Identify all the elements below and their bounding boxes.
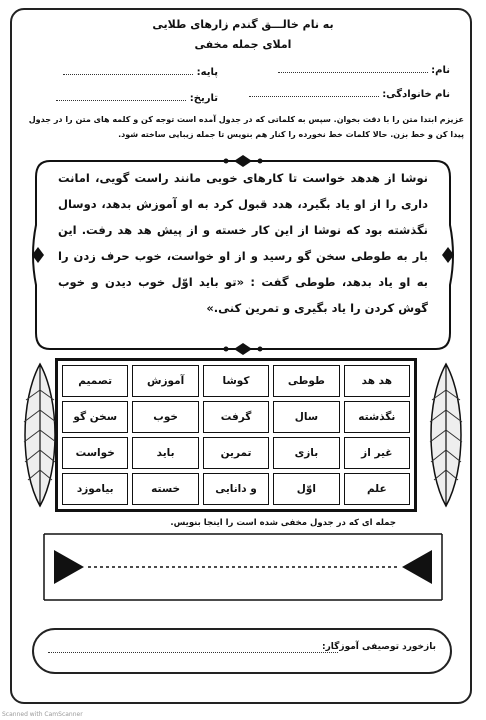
name-label: نام: — [431, 65, 450, 76]
word-cell[interactable]: گرفت — [203, 401, 269, 433]
table-row — [62, 473, 410, 505]
grade-label: پایه: — [196, 67, 218, 78]
word-cell[interactable]: نگذشته — [344, 401, 410, 433]
instructions: عزیزم ابتدا متن را با دقت بخوان. سپس به کلماتی که در جدول آمده است توجه کن و کلمه های متن را در جدول پیدا کن و خط بزن. حالا کلمات خط نخورده را کنار هم بنویس تا جمله زیبایی ساخته شود. — [28, 115, 464, 139]
word-cell[interactable]: خواست — [62, 437, 128, 469]
family-label: نام خانوادگی: — [382, 89, 450, 100]
name-line[interactable] — [278, 62, 428, 73]
answer-box[interactable] — [40, 528, 446, 606]
word-cell[interactable]: اوّل — [273, 473, 339, 505]
leaf-decoration-icon — [424, 360, 468, 510]
word-cell[interactable]: و دانایی — [203, 473, 269, 505]
word-cell[interactable]: تمرین — [203, 437, 269, 469]
word-cell[interactable]: خسته — [132, 473, 198, 505]
word-cell[interactable]: هد هد — [344, 365, 410, 397]
grade-line[interactable] — [63, 64, 193, 75]
answer-prompt: جمله ای که در جدول مخفی شده است را اینجا بنویس. — [170, 518, 396, 528]
word-cell[interactable]: سال — [273, 401, 339, 433]
date-line[interactable] — [56, 90, 186, 101]
table-row — [62, 365, 410, 397]
feedback-line[interactable] — [48, 652, 338, 653]
date-field[interactable] — [56, 90, 218, 104]
word-cell[interactable]: علم — [344, 473, 410, 505]
date-label: تاریخ: — [189, 93, 218, 104]
word-cell[interactable]: باید — [132, 437, 198, 469]
word-cell[interactable]: بیاموزد — [62, 473, 128, 505]
teacher-feedback-box[interactable] — [32, 628, 452, 674]
word-cell[interactable]: بازی — [273, 437, 339, 469]
family-line[interactable] — [249, 86, 379, 97]
word-cell[interactable]: غیر از — [344, 437, 410, 469]
word-cell[interactable]: کوشا — [203, 365, 269, 397]
answer-frame-icon — [40, 528, 446, 606]
name-field[interactable] — [278, 62, 450, 76]
page-subtitle: املای جمله مخفی — [194, 38, 292, 51]
word-cell[interactable]: آموزش — [132, 365, 198, 397]
table-row — [62, 437, 410, 469]
reading-passage: نوشا از هدهد خواست تا کارهای خوبی مانند راست گویی، امانت داری را از او یاد بگیرد، هدد قبول کرد به او آموزش بدهد، دوسال نگذشته بود که نوشا از این کار خسته و از پیش هد هد رفت. این بار به طوطی سخن گو رسید و از او خواست، خوب حرف زدن را به او یاد بدهد، طوطی گفت : «تو باید اوّل خوب دیدن و خوب گوش کردن را یاد بگیری و تمرین کنی.» — [58, 171, 428, 315]
grade-field[interactable] — [63, 64, 218, 78]
word-cell[interactable]: خوب — [132, 401, 198, 433]
scanner-watermark: Scanned with CamScanner — [2, 711, 83, 718]
family-field[interactable] — [249, 86, 450, 100]
word-table — [55, 358, 417, 512]
feedback-label: بازخورد توصیفی آموزگار: — [322, 642, 436, 652]
word-cell[interactable]: طوطی — [273, 365, 339, 397]
table-row — [62, 401, 410, 433]
page-title: به نام خالـــق گندم زارهای طلایی — [152, 18, 334, 31]
word-cell[interactable]: سخن گو — [62, 401, 128, 433]
word-cell[interactable]: تصمیم — [62, 365, 128, 397]
